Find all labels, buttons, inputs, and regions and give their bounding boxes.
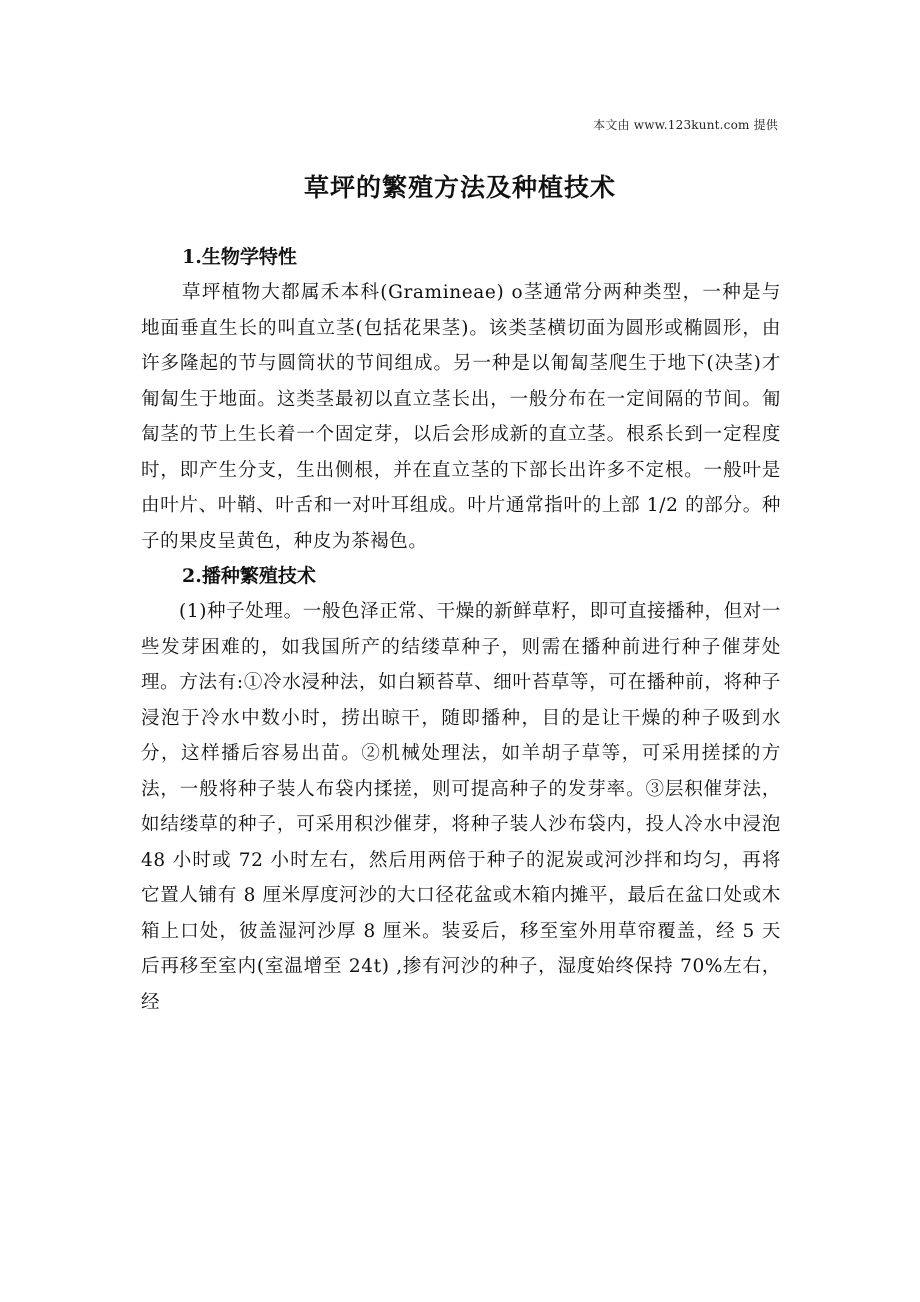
section-biology	[141, 240, 781, 559]
section-heading: 1.生物学特性	[182, 246, 297, 268]
document-title: 草坪的繁殖方法及种植技术	[303, 173, 616, 202]
source-note: 本文由 www.123kunt.com 提供	[593, 118, 778, 132]
document-body	[141, 240, 781, 1020]
section-paragraph: (1)种子处理。一般色泽正常、干燥的新鲜草籽，即可直接播种，但对一些发芽困难的，如我国所产的结缕草种子，则需在播种前进行种子催芽处理。方法有:①冷水浸种法，如白颖苔草、细叶苔草等，可在播种前，将种子浸泡于冷水中数小时，捞出晾干，随即播种，目的是让干燥的种子吸到水分，这样播后容易出苗。②机械处理法，如羊胡子草等，可采用搓揉的方法，一般将种子装人布袋内揉搓，则可提高种子的发芽率。③层积催芽法，如结缕草的种子，可采用积沙催芽，将种子装人沙布袋内，投人冷水中浸泡 48 小时或 72 小时左右，然后用两倍于种子的泥炭或河沙拌和均匀，再将它置人铺有 8 厘米厚度河沙的大口径花盆或木箱内摊平，最后在盆口处或木箱上口处，彼盖湿河沙厚 8 厘米。装妥后，移至室外用草帘覆盖，经 5 天后再移至室内(室温增至 24t) ,掺有河沙的种子，湿度始终保持 70%左右，经	[141, 601, 781, 1013]
section-paragraph: 草坪植物大都属禾本科(Gramineae) o茎通常分两种类型，一种是与地面垂直生长的叫直立茎(包括花果茎)。该类茎横切面为圆形或椭圆形，由许多隆起的节与圆筒状的节间组成。另一种是以匍匐茎爬生于地下(决茎)才匍匐生于地面。这类茎最初以直立茎长出，一般分布在一定间隔的节间。匍匐茎的节上生长着一个固定芽，以后会形成新的直立茎。根系长到一定程度时，即产生分支，生出侧根，并在直立茎的下部长出许多不定根。一般叶是由叶片、叶鞘、叶舌和一对叶耳组成。叶片通常指叶的上部 1/2 的部分。种子的果皮呈黄色，种皮为茶褐色。	[141, 282, 781, 552]
section-seeding	[141, 559, 781, 1020]
section-heading: 2.播种繁殖技术	[182, 565, 316, 587]
